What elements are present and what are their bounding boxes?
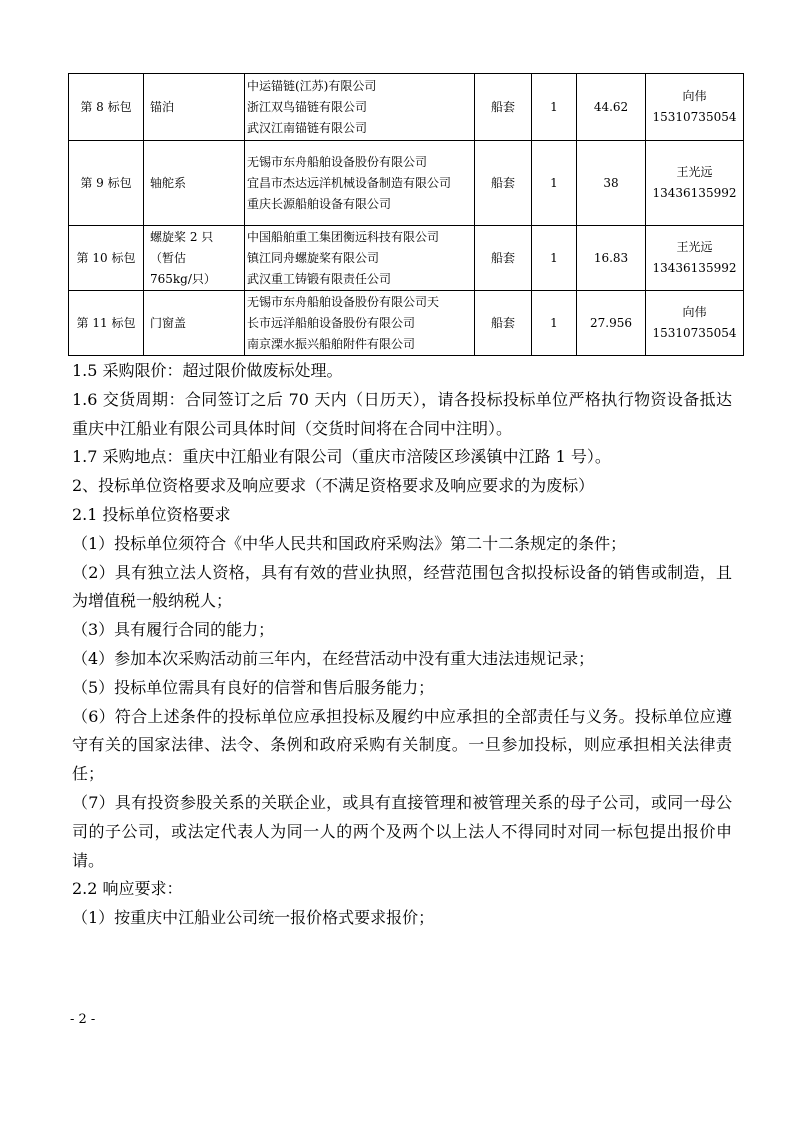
price-cell: 44.62 [577, 74, 646, 141]
contact-name: 向伟 [682, 305, 707, 319]
contact-cell [646, 226, 744, 291]
requirement-item: （6）符合上述条件的投标单位应承担投标及履约中应承担的全部责任与义务。投标单位应遵守有关的国家法律、法令、条例和政府采购有关制度。一旦参加投标，则应承担相关法律责任； [72, 706, 732, 784]
table-row [69, 291, 744, 356]
supplier-cell [245, 226, 475, 291]
section-2-heading: 2、投标单位资格要求及响应要求（不满足资格要求及响应要求的为废标） [72, 476, 595, 496]
quantity-cell: 1 [532, 226, 577, 291]
item-name-line: 轴舵系 [150, 175, 187, 190]
contact-name: 向伟 [682, 89, 707, 103]
package-cell: 第 11 标包 [69, 291, 144, 356]
item-name-line: 螺旋桨 2 只 [150, 229, 214, 244]
supplier-line: 无锡市东舟船舶设备股份有限公司 [247, 154, 428, 169]
price-cell: 16.83 [577, 226, 646, 291]
response-item: （1）按重庆中江船业公司统一报价格式要求报价； [72, 908, 435, 928]
supplier-line: 宜昌市杰达远洋机械设备制造有限公司 [247, 175, 452, 190]
clause-1-5: 1.5 采购限价：超过限价做废标处理。 [72, 361, 343, 380]
contact-phone: 15310735054 [652, 326, 737, 340]
procurement-package-table [68, 73, 744, 356]
contact-cell [646, 141, 744, 226]
supplier-line: 武汉江南锚链有限公司 [247, 120, 368, 135]
quantity-cell: 1 [532, 141, 577, 226]
contact-phone: 15310735054 [652, 110, 737, 124]
clause-1-7: 1.7 采购地点：重庆中江船业有限公司（重庆市涪陵区珍溪镇中江路 1 号）。 [72, 447, 611, 467]
table-row [69, 226, 744, 291]
supplier-cell [245, 74, 475, 141]
section-2-1-heading: 2.1 投标单位资格要求 [72, 504, 231, 524]
price-cell: 27.956 [577, 291, 646, 356]
requirement-item: （3）具有履行合同的能力； [72, 620, 275, 640]
quantity-cell: 1 [532, 74, 577, 141]
requirement-item: （4）参加本次采购活动前三年内，在经营活动中没有重大违法违规记录； [72, 648, 595, 668]
supplier-line: 浙江双鸟锚链有限公司 [247, 99, 368, 114]
requirement-item: （7）具有投资参股关系的关联企业，或具有直接管理和被管理关系的母子公司，或同一母公司的子公司，或法定代表人为同一人的两个及两个以上法人不得同时对同一标包提出报价申请。 [72, 792, 732, 870]
unit-cell: 船套 [475, 226, 532, 291]
item-name-line: （暂估 [150, 250, 187, 265]
table-row [69, 141, 744, 226]
supplier-line: 重庆长源船舶设备有限公司 [247, 196, 392, 211]
contact-phone: 13436135992 [652, 261, 737, 275]
supplier-line: 中运锚链(江苏)有限公司 [247, 78, 377, 93]
requirement-item: （5）投标单位需具有良好的信誉和售后服务能力； [72, 677, 435, 697]
item-name-cell [144, 291, 245, 356]
contact-cell [646, 74, 744, 141]
supplier-line: 镇江同舟螺旋桨有限公司 [247, 250, 380, 265]
contact-name: 王光远 [676, 165, 713, 179]
contact-cell [646, 291, 744, 356]
supplier-line: 武汉重工铸锻有限责任公司 [247, 271, 392, 286]
unit-cell: 船套 [475, 74, 532, 141]
item-name-line: 765kg/只） [150, 271, 216, 286]
item-name-cell [144, 141, 245, 226]
contact-name: 王光远 [676, 240, 713, 254]
item-name-line: 门窗盖 [150, 315, 187, 330]
supplier-line: 南京溧水振兴船舶附件有限公司 [247, 336, 416, 351]
requirement-item: （1）投标单位须符合《中华人民共和国政府采购法》第二十二条规定的条件； [72, 533, 627, 553]
item-name-line: 锚泊 [150, 99, 175, 114]
package-cell: 第 8 标包 [69, 74, 144, 141]
package-cell: 第 10 标包 [69, 226, 144, 291]
supplier-cell [245, 291, 475, 356]
page-number: - 2 - [70, 1012, 96, 1027]
requirement-item: （2）具有独立法人资格，具有有效的营业执照，经营范围包含拟投标设备的销售或制造，且为增值税一般纳税人； [72, 562, 732, 611]
price-cell: 38 [577, 141, 646, 226]
quantity-cell: 1 [532, 291, 577, 356]
unit-cell: 船套 [475, 291, 532, 356]
unit-cell: 船套 [475, 141, 532, 226]
document-body [72, 357, 732, 933]
contact-phone: 13436135992 [652, 186, 737, 200]
supplier-cell [245, 141, 475, 226]
clause-1-6: 1.6 交货周期：合同签订之后 70 天内（日历天），请各投标投标单位严格执行物资设备抵达重庆中江船业有限公司具体时间（交货时间将在合同中注明）。 [72, 389, 732, 438]
supplier-line: 长市远洋船舶设备股份有限公司 [247, 315, 416, 330]
supplier-line: 无锡市东舟船舶设备股份有限公司天 [247, 294, 440, 309]
supplier-line: 中国船舶重工集团衡远科技有限公司 [247, 229, 440, 244]
section-2-2-heading: 2.2 响应要求： [72, 879, 183, 899]
item-name-cell [144, 74, 245, 141]
package-cell: 第 9 标包 [69, 141, 144, 226]
table-row [69, 74, 744, 141]
item-name-cell [144, 226, 245, 291]
